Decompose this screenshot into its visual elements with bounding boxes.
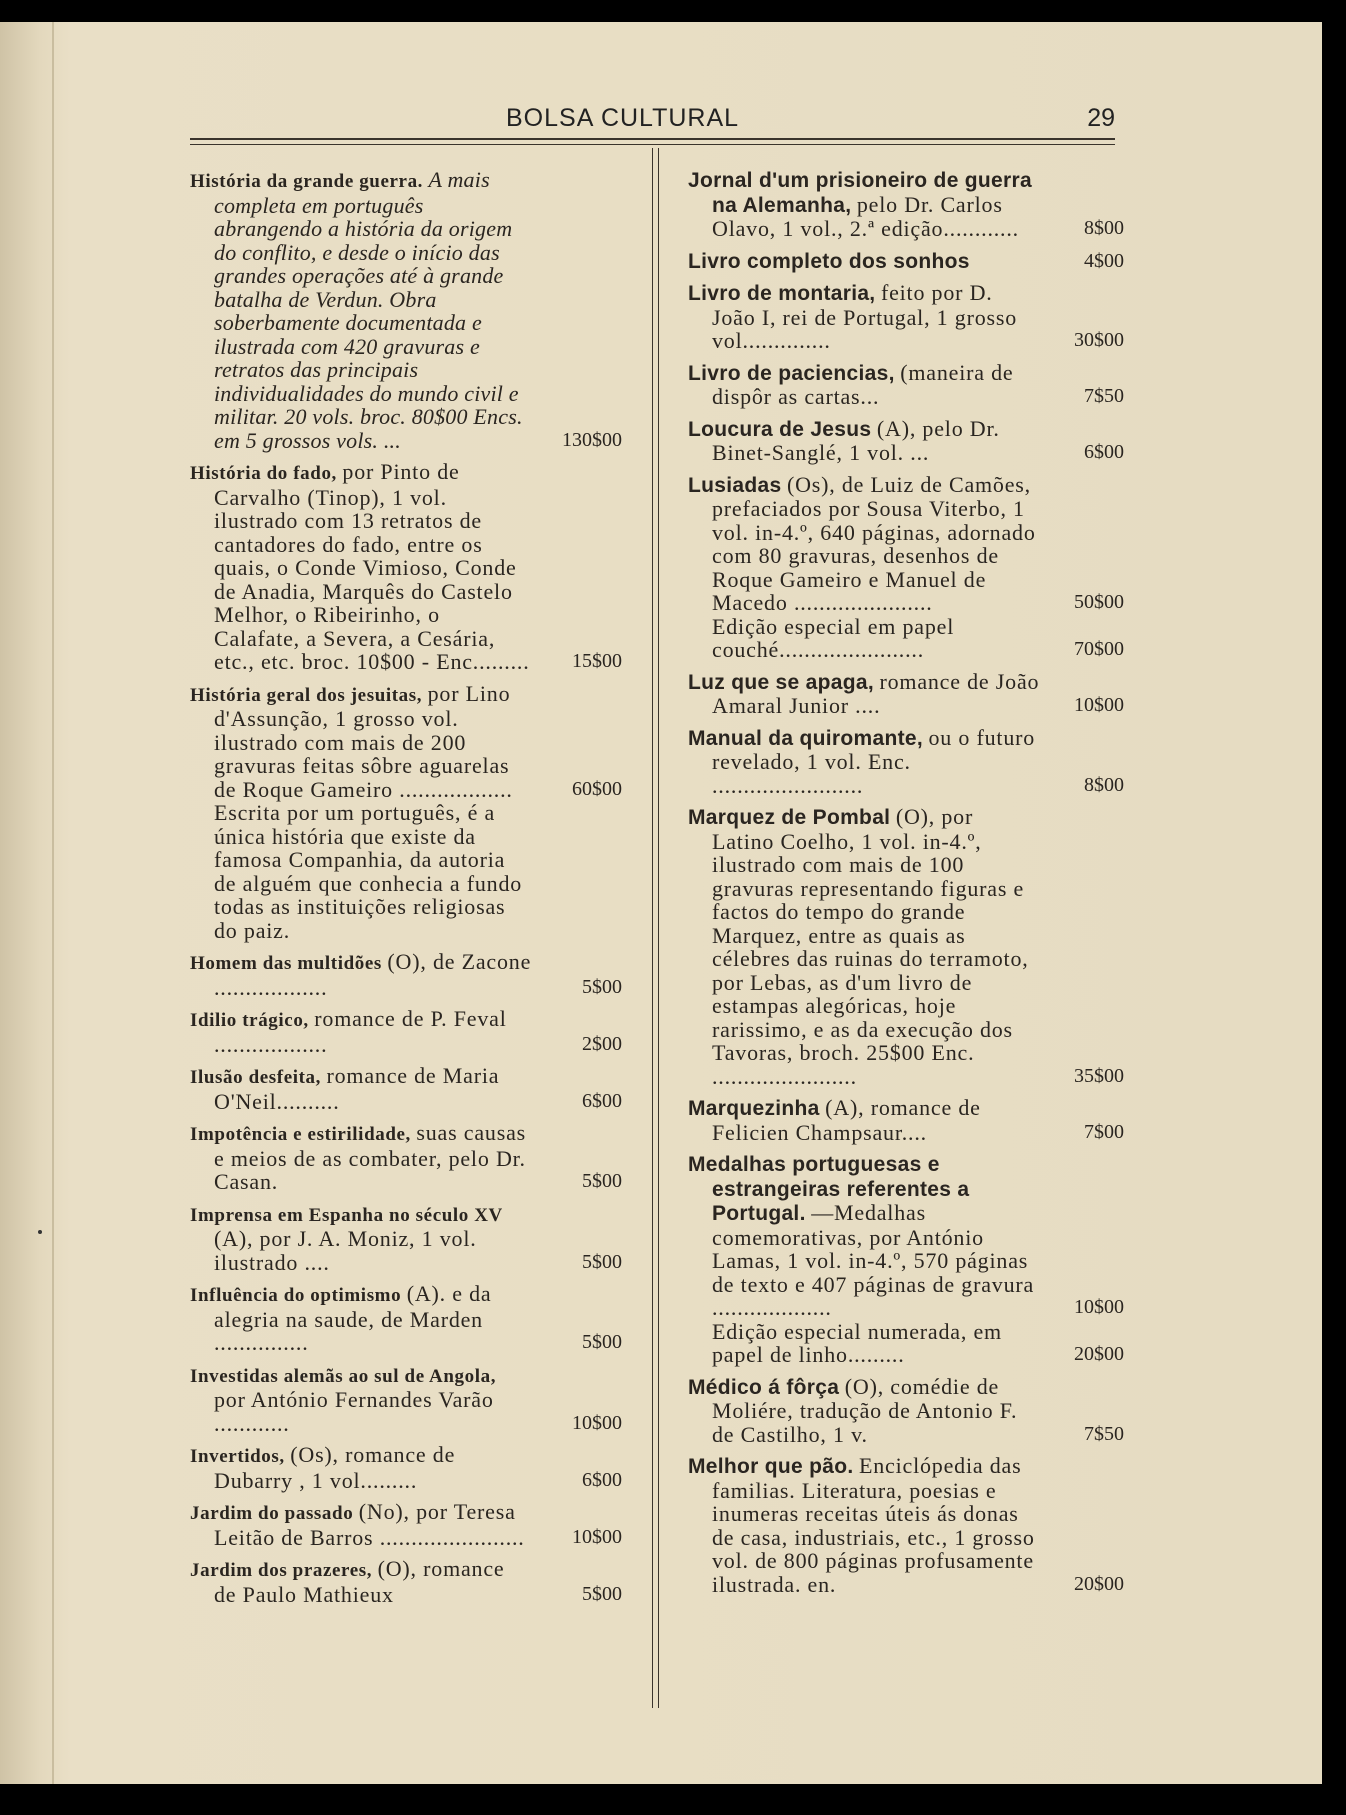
entry-description: por Lino d'Assunção, 1 grosso vol. ilustrado com mais de 200 gravuras feitas sôbre aguarelas de Roque Gameiro .................. [214,680,513,802]
entry-price: 50$00 [1074,591,1124,613]
entry-title: Livro de montaria, [688,282,876,305]
entry-title: Jornal d'um prisioneiro de guerra na Alemanha, [688,169,1032,217]
catalog-entry [190,1202,622,1275]
entry-price: 7$50 [1084,385,1124,407]
entry-description: suas causas e meios de as combater, pelo Dr. Casan. [214,1120,526,1194]
entry-text [688,726,1040,798]
entry-text [688,361,1040,409]
entry-note [190,801,622,942]
entry-note-text: Edição especial numerada, em papel de linho......... [712,1318,1002,1367]
catalog-entry [190,1282,622,1355]
entry-price: 20$00 [1074,1572,1124,1595]
entry-text [190,682,622,802]
entry-text [688,417,1040,465]
entry-description: (No), por Teresa Leitão de Barros ....................... [214,1499,525,1550]
catalog-entry [688,1375,1124,1447]
entry-description: (O), por Latino Coelho, 1 vol. in-4.º, ilustrado com mais de 100 gravuras representando figuras e factos do tempo do grande Marquez, entre as quais as célebres das ruinas do terramoto, por Lebas, as d'um livro de estampas alegóricas, hoje rarissimo, e as da execução dos Tavoras, broch. 25$00 Enc. ....................... [712,804,1029,1089]
catalog-entry [190,460,622,674]
entry-price: 7$50 [1084,1422,1124,1445]
entry-description: (A), romance de Felicien Champsaur.... [712,1095,981,1145]
entry-description: romance de P. Feval .................. [214,1006,507,1057]
entry-price: 8$00 [1084,217,1124,239]
entry-description: por António Fernandes Varão ............ [214,1387,494,1436]
catalog-entry [688,726,1124,798]
entry-price: 4$00 [1084,249,1124,272]
entry-title: História geral dos jesuitas, [190,684,423,706]
column-divider-double [658,148,659,1708]
catalog-entry [190,1363,622,1436]
running-title: BOLSA CULTURAL [506,104,740,132]
catalog-entry [688,670,1124,718]
entry-price: 8$00 [1084,773,1124,796]
entry-description: (A), pelo Dr. Binet-Sanglé, 1 vol. ... [712,415,1000,465]
catalog-entry [190,1121,622,1194]
entry-text [688,168,1040,241]
ink-speck [38,1230,42,1234]
entry-price: 10$00 [1074,694,1124,716]
entry-title: Influência do optimismo [190,1285,402,1306]
entry-text [688,1454,1040,1596]
entry-description: (O), romance de Paulo Mathieux [214,1556,505,1607]
catalog-entry [688,1152,1124,1367]
entry-price: 6$00 [582,1089,622,1112]
entry-text [190,1064,532,1113]
entry-title: Marquez de Pombal [688,806,891,829]
page-header [190,82,1115,138]
entry-title: Marquezinha [688,1097,820,1120]
entry-title: História do fado, [190,463,337,484]
entry-note-text: Escrita por um português, é a única história que existe da famosa Companhia, da autoria de alguém que conhecia a fundo todas as instituições religiosas do paiz. [214,800,523,943]
entry-price: 10$00 [1074,1296,1124,1318]
entry-title: História da grande guerra. [190,171,424,192]
entry-text [190,1557,532,1606]
entry-title: Imprensa em Espanha no século XV [190,1204,503,1226]
entry-price: 10$00 [572,1525,622,1548]
entry-note [688,1320,1124,1367]
entry-description: pelo Dr. Carlos Olavo, 1 vol., 2.ª edição............ [712,191,1019,241]
catalog-entry [190,1557,622,1606]
entry-price: 5$00 [582,1331,622,1353]
entry-description: (Os), de Luiz de Camões, prefaciados por Sousa Viterbo, 1 vol. in-4.º, 640 páginas, adornado com 80 gravuras, desenhos de Roque Gameiro e Manuel de Macedo ...................... [712,471,1036,615]
page-fold [52,22,54,1784]
entry-text [190,460,532,674]
entry-title: Melhor que pão. [688,1455,854,1478]
catalog-entry [688,281,1124,353]
entry-text [688,670,1040,718]
entry-description: ou o futuro revelado, 1 vol. Enc. ........................ [712,724,1036,798]
entry-note-text: Edição especial em papel couché....................... [712,613,955,662]
entry-price: 15$00 [572,650,622,672]
entry-price: 2$00 [582,1032,622,1055]
entry-text [190,1500,532,1549]
header-rule-thin [190,144,1115,145]
entry-title: Jardim dos prazeres, [190,1560,373,1581]
entry-text [190,1282,532,1355]
entry-description: (maneira de dispôr as cartas... [712,359,1014,409]
right-column [688,168,1124,1604]
entry-text [190,168,532,452]
catalog-entry [190,682,622,943]
catalog-entry [190,1064,622,1113]
entry-price: 130$00 [562,428,622,451]
entry-description: romance de Maria O'Neil.......... [214,1063,500,1114]
entry-note-price: 70$00 [1074,638,1124,660]
entry-title: Ilusão desfeita, [190,1067,321,1088]
entry-text [190,950,532,999]
catalog-entry [688,417,1124,465]
catalog-entry [190,1007,622,1056]
catalog-entry [190,1500,622,1549]
entry-price: 5$00 [582,1170,622,1192]
entry-price: 6$00 [582,1468,622,1491]
entry-text [190,1202,532,1275]
entry-note [688,615,1124,662]
entry-price: 10$00 [572,1411,622,1434]
entry-price: 5$00 [582,1250,622,1273]
entry-text [190,1121,532,1194]
entry-title: Homem das multidões [190,953,382,974]
entry-text [688,281,1040,353]
catalog-entry [688,473,1124,662]
catalog-entry [688,805,1124,1088]
entry-title: Loucura de Jesus [688,417,872,441]
entry-text [190,1363,532,1436]
entry-title: Idilio trágico, [190,1010,309,1031]
entry-text [688,473,1124,615]
entry-description: feito por D. João I, rei de Portugal, 1 grosso vol.............. [712,280,1018,353]
entry-description: A mais completa em português abrangendo a história da origem do conflito, e desde o início das grandes operações até à grande batalha de Verdun. Obra soberbamente documentada e ilustrada com 420 gravuras e retratos das principais individualidades do mundo civil e militar. 20 vols. broc. 80$00 Encs. em 5 grossos vols. ... [214,167,523,453]
catalog-entry [688,1454,1124,1596]
entry-title: Lusiadas [688,473,782,497]
entry-description: (Os), romance de Dubarry , 1 vol......... [214,1442,456,1493]
entry-price: 6$00 [1084,441,1124,463]
header-rule [190,138,1115,140]
entry-title: Jardim do passado [190,1503,354,1524]
entry-title: Investidas alemãs ao sul de Angola, [190,1365,497,1387]
left-column [190,168,622,1614]
entry-description: (A), por J. A. Moniz, 1 vol. ilustrado .... [214,1226,477,1275]
catalog-entry [688,249,1124,274]
entry-title: Medalhas portuguesas e estrangeiras referentes a Portugal. [688,1153,970,1225]
entry-price: 35$00 [1074,1064,1124,1087]
entry-text [688,1375,1040,1447]
entry-title: Impotência e estirilidade, [190,1124,411,1145]
catalog-entry [688,1096,1124,1144]
entry-description: romance de João Amaral Junior .... [712,668,1040,718]
entry-description: (O), comédie de Moliére, tradução de Antonio F. de Castilho, 1 v. [712,1373,1018,1447]
entry-description: por Pinto de Carvalho (Tinop), 1 vol. ilustrado com 13 retratos de cantadores do fado, entre os quais, o Conde Vimioso, Conde de Anadia, Marquês do Castelo Melhor, o Ribeirinho, o Calafate, a Severa, a Cesária, etc., etc. broc. 10$00 - Enc......... [214,459,530,674]
catalog-entry [190,1443,622,1492]
entry-text [190,1007,532,1056]
catalog-entry [190,950,622,999]
catalog-entry [190,168,622,452]
entry-text [688,1096,1040,1144]
entry-price: 7$00 [1084,1120,1124,1143]
entry-text [688,805,1040,1088]
entry-title: Médico á fôrça [688,1375,840,1399]
entry-title: Invertidos, [190,1446,285,1467]
catalog-entry [688,168,1124,241]
entry-text [190,1443,532,1492]
catalog-entry [688,361,1124,409]
entry-description: —Medalhas comemorativas, por António Lamas, 1 vol. in-4.º, 570 páginas de texto e 407 páginas de gravura ................... [712,1200,1035,1320]
column-divider [652,148,653,1708]
entry-title: Manual da quiromante, [688,726,923,750]
entry-description: Enciclópedia das familias. Literatura, poesias e inumeras receitas úteis ás donas de casa, industriais, etc., 1 grosso vol. de 800 páginas profusamente ilustrada. en. [712,1453,1035,1597]
entry-title: Luz que se apaga, [688,670,874,694]
entry-description: (A). e da alegria na saude, de Marden ............... [214,1281,492,1355]
entry-price: 5$00 [582,975,622,998]
entry-price: 60$00 [572,777,622,800]
entry-price: 5$00 [582,1582,622,1605]
page-number: 29 [1087,104,1115,132]
entry-text [688,1152,1124,1320]
entry-note-price: 20$00 [1074,1343,1124,1365]
entry-text [688,249,1040,274]
entry-title: Livro de paciencias, [688,361,895,385]
entry-price: 30$00 [1074,329,1124,351]
entry-title: Livro completo dos sonhos [688,249,970,273]
entry-description: (O), de Zacone .................. [214,949,532,1000]
